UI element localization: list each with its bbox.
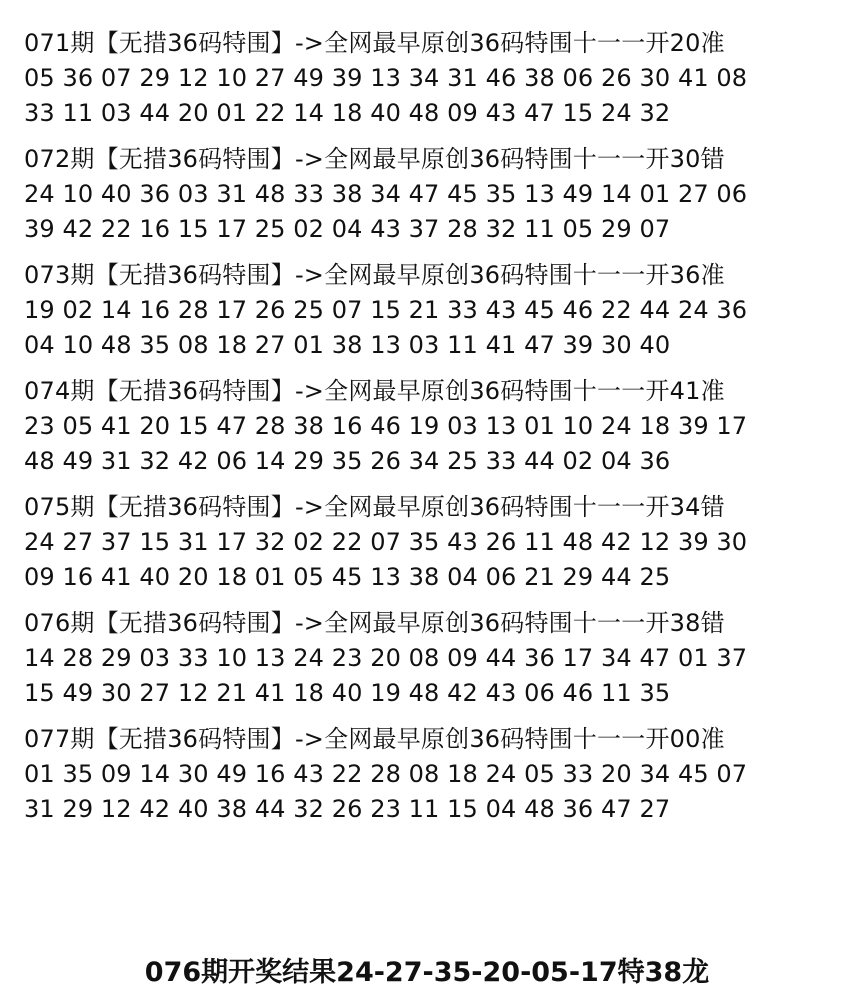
period-block-075	[24, 490, 834, 595]
number-row: 19 02 14 16 28 17 26 25 07 15 21 33 43 45 46 22 44 24 36	[24, 296, 748, 324]
period-header: 076期【无措36码特围】->全网最早原创36码特围十一一开38错	[24, 609, 725, 637]
draw-result-footer: 076期开奖结果24-27-35-20-05-17特38龙	[144, 957, 710, 988]
period-header: 072期【无措36码特围】->全网最早原创36码特围十一一开30错	[24, 145, 725, 173]
period-block-074	[24, 374, 834, 479]
number-row: 01 35 09 14 30 49 16 43 22 28 08 18 24 05 33 20 34 45 07	[24, 760, 748, 788]
number-row: 31 29 12 42 40 38 44 32 26 23 11 15 04 48 36 47 27	[24, 795, 671, 823]
period-block-076	[24, 606, 834, 711]
number-row: 33 11 03 44 20 01 22 14 18 40 48 09 43 47 15 24 32	[24, 99, 671, 127]
period-block-077	[24, 722, 834, 827]
number-row: 24 10 40 36 03 31 48 33 38 34 47 45 35 13 49 14 01 27 06	[24, 180, 748, 208]
number-row: 39 42 22 16 15 17 25 02 04 43 37 28 32 11 05 29 07	[24, 215, 671, 243]
period-block-071	[24, 26, 834, 131]
number-row: 23 05 41 20 15 47 28 38 16 46 19 03 13 01 10 24 18 39 17	[24, 412, 748, 440]
period-header: 074期【无措36码特围】->全网最早原创36码特围十一一开41准	[24, 377, 725, 405]
number-row: 04 10 48 35 08 18 27 01 38 13 03 11 41 47 39 30 40	[24, 331, 671, 359]
document-body	[24, 26, 834, 838]
number-row: 24 27 37 15 31 17 32 02 22 07 35 43 26 11 48 42 12 39 30	[24, 528, 748, 556]
period-header: 071期【无措36码特围】->全网最早原创36码特围十一一开20准	[24, 29, 725, 57]
period-block-072	[24, 142, 834, 247]
period-block-073	[24, 258, 834, 363]
number-row: 15 49 30 27 12 21 41 18 40 19 48 42 43 06 46 11 35	[24, 679, 671, 707]
number-row: 09 16 41 40 20 18 01 05 45 13 38 04 06 21 29 44 25	[24, 563, 671, 591]
number-row: 14 28 29 03 33 10 13 24 23 20 08 09 44 36 17 34 47 01 37	[24, 644, 748, 672]
number-row: 48 49 31 32 42 06 14 29 35 26 34 25 33 44 02 04 36	[24, 447, 671, 475]
period-header: 075期【无措36码特围】->全网最早原创36码特围十一一开34错	[24, 493, 725, 521]
period-header: 077期【无措36码特围】->全网最早原创36码特围十一一开00准	[24, 725, 725, 753]
period-header: 073期【无措36码特围】->全网最早原创36码特围十一一开36准	[24, 261, 725, 289]
number-row: 05 36 07 29 12 10 27 49 39 13 34 31 46 38 06 26 30 41 08	[24, 64, 748, 92]
